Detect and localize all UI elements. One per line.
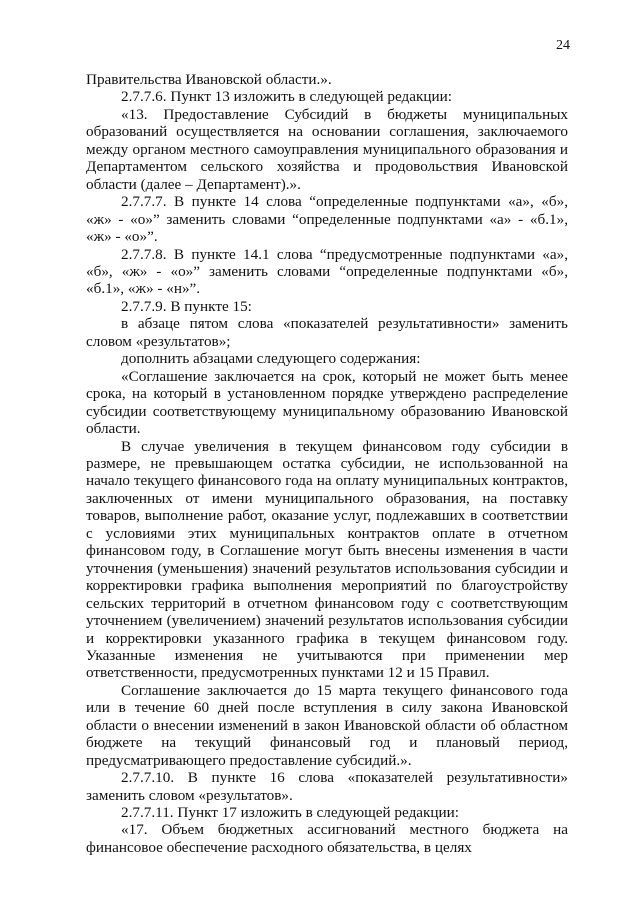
paragraph: 2.7.7.10. В пункте 16 слова «показателей результативности» заменить словом «результатов».	[86, 769, 568, 804]
paragraph: «Соглашение заключается на срок, который не может быть менее срока, на который в установленном порядке утверждено распределение субсидии соответствующему муниципальному образованию Ивановской области.	[86, 367, 568, 438]
paragraph: 2.7.7.7. В пункте 14 слова “определенные подпунктами «а», «б», «ж» - «о»” заменить словами “определенные подпунктами «а» - «б.1», «ж» - «о»”.	[86, 193, 568, 246]
paragraph: дополнить абзацами следующего содержания:	[121, 350, 421, 368]
paragraph: «13. Предоставление Субсидий в бюджеты муниципальных образований осуществляется на основании соглашения, заключаемого между органом местного самоуправления муниципального образования и Департаментом сельского хозяйства и продовольствия Ивановской области (далее – Департамент).».	[86, 105, 568, 193]
paragraph: 2.7.7.8. В пункте 14.1 слова “предусмотренные подпунктами «а», «б», «ж» - «о»” заменить словами “определенные подпунктами «б», «б.1», «ж» - «н»”.	[86, 245, 568, 298]
paragraph: 2.7.7.11. Пункт 17 изложить в следующей редакции:	[121, 804, 460, 822]
paragraph: «17. Объем бюджетных ассигнований местного бюджета на финансовое обеспечение расходного обязательства, в целях	[86, 821, 568, 856]
paragraph: 2.7.7.6. Пункт 13 изложить в следующей редакции:	[121, 88, 452, 106]
paragraph: Правительства Ивановской области.».	[86, 71, 332, 88]
document-body	[86, 71, 568, 856]
page-number: 24	[556, 38, 570, 53]
paragraph: 2.7.7.9. В пункте 15:	[121, 297, 252, 315]
paragraph: в абзаце пятом слова «показателей результативности» заменить словом «результатов»;	[86, 315, 568, 350]
paragraph: В случае увеличения в текущем финансовом году субсидии в размере, не превышающем остатка субсидии, не использованной на начало текущего финансового года на оплату муниципальных контрактов, заключенных от имени муниципального образования, на поставку товаров, выполнение работ, оказание услуг, подлежавших в соответствии с условиями этих муниципальных контрактов оплате в отчетном финансовом году, в Соглашение могут быть внесены изменения в части уточнения (уменьшения) значений результатов использования субсидии и корректировки графика выполнения мероприятий по благоустройству сельских территорий в отчетном финансовом году с соответствующим уточнением (увеличением) значений результатов использования субсидии и корректировки указанного графика в текущем финансовом году. Указанные изменения не учитываются при применении мер ответственности, предусмотренных пунктами 12 и 15 Правил.	[86, 437, 568, 682]
paragraph: Соглашение заключается до 15 марта текущего финансового года или в течение 60 дней после вступления в силу закона Ивановской области о внесении изменений в закон Ивановской области об областном бюджете на текущий финансовый год и плановый период, предусматривающего предоставление субсидий.».	[86, 681, 568, 769]
